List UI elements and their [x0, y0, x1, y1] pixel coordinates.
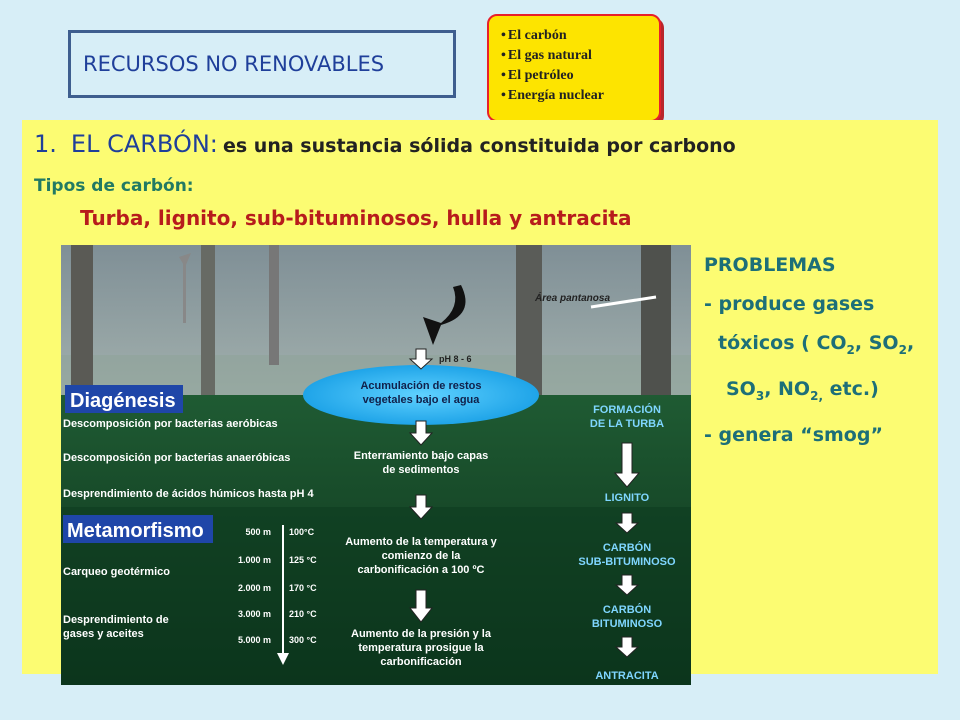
problems-text: , SO: [854, 332, 899, 354]
temp-value: 300 °C: [289, 635, 317, 645]
subscript: 2,: [810, 388, 824, 403]
bit-line-2: BITUMINOSO: [591, 618, 663, 630]
subscript: 2: [898, 342, 907, 357]
section-title: EL CARBÓN:: [70, 130, 218, 158]
press-line-2: temperatura prosigue la: [358, 642, 484, 654]
diag-step: Desprendimiento de ácidos húmicos hasta pH 4: [63, 488, 314, 500]
burial-line-2: de sedimentos: [382, 464, 460, 476]
depth-value: 2.000 m: [237, 583, 271, 593]
diagenesis-label: Diagénesis: [70, 390, 176, 412]
area-label: Área pantanosa: [535, 293, 611, 304]
temp-value: 210 °C: [289, 609, 317, 619]
metamorphism-label: Metamorfismo: [67, 520, 204, 542]
plant-stem: [183, 263, 186, 323]
topic-item: • Energía nuclear: [501, 86, 659, 106]
depth-value: 5.000 m: [237, 635, 271, 645]
problems-line-1: - produce gases: [704, 293, 875, 315]
topic-item: • El gas natural: [501, 46, 659, 66]
problems-text: ,: [906, 332, 915, 354]
depth-value: 1.000 m: [237, 555, 271, 565]
topics-list: [501, 26, 659, 106]
depth-value: 3.000 m: [237, 609, 271, 619]
temp-value: 125 °C: [289, 555, 317, 565]
topics-box: [487, 14, 661, 122]
topic-item: • El carbón: [501, 26, 659, 46]
title-box: [68, 30, 456, 98]
gases-line-1: Desprendimiento de: [63, 614, 169, 626]
types-label: Tipos de carbón:: [34, 176, 194, 196]
ellipse-line-1: Acumulación de restos: [360, 380, 482, 392]
burial-line-1: Enterramiento bajo capas: [353, 450, 489, 462]
section-definition: es una sustancia sólida constituida por carbono: [223, 135, 736, 157]
problems-title: PROBLEMAS: [704, 254, 836, 276]
temp-line-1: Aumento de la temperatura y: [345, 536, 497, 548]
ellipse-line-2: vegetales bajo el agua: [362, 394, 480, 406]
tree-trunk: [71, 245, 93, 390]
problems-line-2: [704, 324, 934, 370]
problems-text: SO: [726, 377, 756, 400]
problems-line-3: [704, 370, 934, 416]
section-number: 1.: [34, 130, 57, 158]
page-title: RECURSOS NO RENOVABLES: [83, 52, 385, 76]
carqueo-label: Carqueo geotérmico: [63, 566, 170, 578]
depth-value: 500 m: [245, 527, 271, 537]
types-list: Turba, lignito, sub-bituminosos, hulla y antracita: [80, 206, 632, 230]
subscript: 3: [755, 388, 765, 403]
press-line-1: Aumento de la presión y la: [351, 628, 491, 640]
section-heading: [34, 130, 736, 158]
topic-item: • El petróleo: [501, 66, 659, 86]
temp-line-3: carbonificación a 100 ºC: [357, 564, 485, 576]
tree-trunk: [516, 245, 542, 395]
diagram-svg: [61, 245, 691, 685]
problems-text: , NO: [764, 377, 811, 400]
diag-step: Descomposición por bacterias aeróbicas: [63, 418, 278, 430]
gases-line-2: gases y aceites: [63, 628, 144, 640]
antracita-label: ANTRACITA: [595, 670, 659, 682]
coal-formation-diagram: [61, 245, 691, 685]
tree-trunk: [269, 245, 279, 365]
problems-text: etc.): [823, 377, 879, 400]
lignito-label: LIGNITO: [604, 492, 650, 504]
sub-line-2: SUB-BITUMINOSO: [578, 556, 676, 568]
subscript: 2: [846, 342, 855, 357]
ph-label: pH 8 - 6: [439, 354, 472, 364]
tree-trunk: [641, 245, 671, 395]
temp-line-2: comienzo de la: [381, 550, 461, 562]
temp-value: 100°C: [289, 527, 315, 537]
problems-block: [704, 246, 934, 455]
problems-line-4: - genera “smog”: [704, 423, 883, 446]
sub-line-1: CARBÓN: [602, 542, 652, 554]
problems-text: tóxicos ( CO: [718, 332, 847, 354]
formation-line-1: FORMACIÓN: [593, 404, 661, 416]
bit-line-1: CARBÓN: [602, 604, 652, 616]
temp-value: 170 °C: [289, 583, 317, 593]
tree-trunk: [201, 245, 215, 395]
formation-line-2: DE LA TURBA: [589, 418, 665, 430]
press-line-3: carbonificación: [380, 656, 462, 668]
diag-step: Descomposición por bacterias anaeróbicas: [63, 452, 291, 464]
